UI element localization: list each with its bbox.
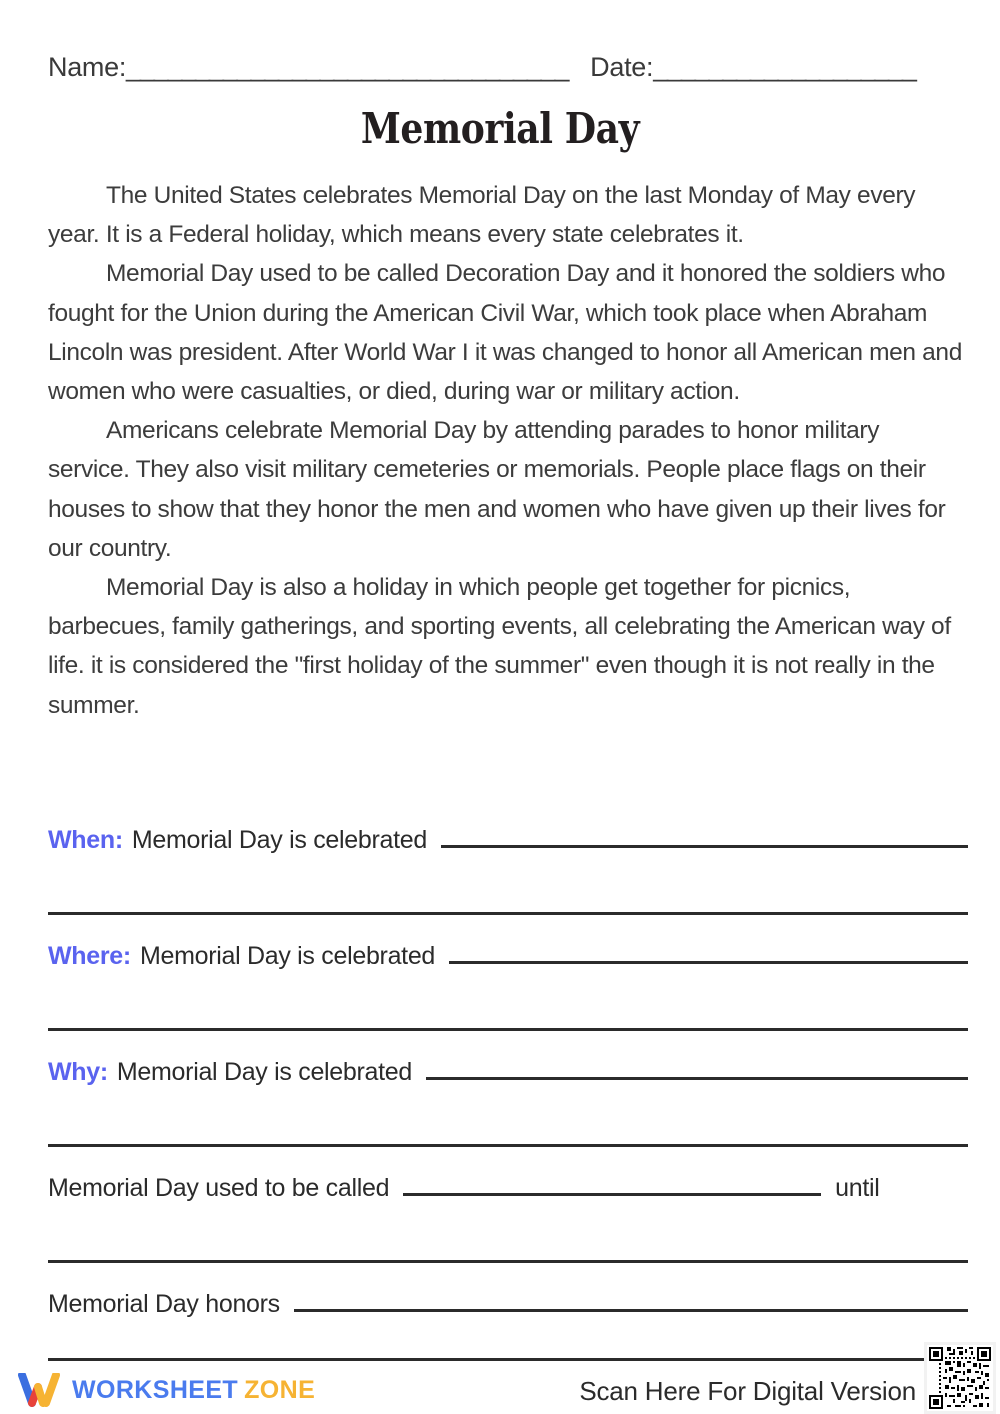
question-key-where: Where: [48, 942, 131, 970]
brand-zone-text: ZONE [244, 1375, 316, 1404]
question-prompt-row [48, 942, 968, 978]
question-where [48, 942, 968, 1058]
question-prompt-row [48, 1174, 968, 1210]
answer-blank-full[interactable] [48, 912, 968, 915]
question-text: Memorial Day is celebrated [116, 1058, 412, 1086]
answer-blank-inline[interactable] [403, 1174, 821, 1196]
question-prompt-row [48, 1058, 968, 1094]
answer-blank-inline[interactable] [449, 942, 968, 964]
date-blank-line[interactable]: ___________________ [653, 52, 916, 82]
question-used-to-be-called [48, 1174, 968, 1290]
passage-paragraph: Memorial Day used to be called Decoration Day and it honored the soldiers who fought for the Union during the American Civil War, which took place when Abraham Lincoln was president. After World War I it was changed to honor all American men and women who were casualties, or died, during war or military action. [48, 260, 962, 406]
name-label: Name: [48, 52, 127, 82]
passage-paragraph: The United States celebrates Memorial Day on the last Monday of May every year. It is a Federal holiday, which means every state celebrates it. [48, 182, 916, 249]
reading-passage [48, 176, 966, 725]
question-text-tail: until [835, 1174, 880, 1202]
question-text: Memorial Day is celebrated [139, 942, 436, 970]
question-text: Memorial Day honors [48, 1290, 280, 1318]
footer-divider [48, 1358, 968, 1361]
footer [0, 1364, 1000, 1414]
brand-wordmark [72, 1376, 315, 1405]
brand-worksheet-text: WORKSHEET [72, 1375, 239, 1404]
question-key-why: Why: [48, 1058, 108, 1086]
name-date-row [48, 52, 968, 88]
question-prompt-row [48, 1290, 968, 1326]
question-prompt-row [48, 826, 968, 862]
passage-paragraph: Americans celebrate Memorial Day by attending parades to honor military service. They also visit military cemeteries or memorials. People place flags on their houses to show that they honor the men and women who have given up their lives for our country. [48, 417, 946, 562]
answer-blank-full[interactable] [48, 1028, 968, 1031]
question-when [48, 826, 968, 942]
w-logo-icon [18, 1373, 64, 1407]
qr-code-icon[interactable] [924, 1342, 996, 1414]
question-key-when: When: [48, 826, 123, 854]
answer-blank-full[interactable] [48, 1260, 968, 1263]
date-label: Date: [590, 52, 654, 82]
name-blank-line[interactable]: ________________________________ [126, 52, 569, 82]
answer-blank-inline[interactable] [441, 826, 968, 848]
passage-paragraph: Memorial Day is also a holiday in which people get together for picnics, barbecues, family gatherings, and sporting events, all celebrating the American way of life. it is considered the "first holiday of the summer" even though it is not really in the summer. [48, 574, 951, 719]
worksheet-zone-logo[interactable] [18, 1370, 315, 1410]
answer-blank-full[interactable] [48, 1144, 968, 1147]
scan-instruction-text: Scan Here For Digital Version [579, 1376, 916, 1406]
question-section [48, 826, 968, 1406]
question-text: Memorial Day used to be called [48, 1174, 390, 1202]
answer-blank-inline[interactable] [426, 1058, 968, 1080]
question-why [48, 1058, 968, 1174]
answer-blank-inline[interactable] [294, 1290, 968, 1312]
question-text: Memorial Day is celebrated [131, 826, 427, 854]
page-title: Memorial Day [360, 104, 640, 153]
